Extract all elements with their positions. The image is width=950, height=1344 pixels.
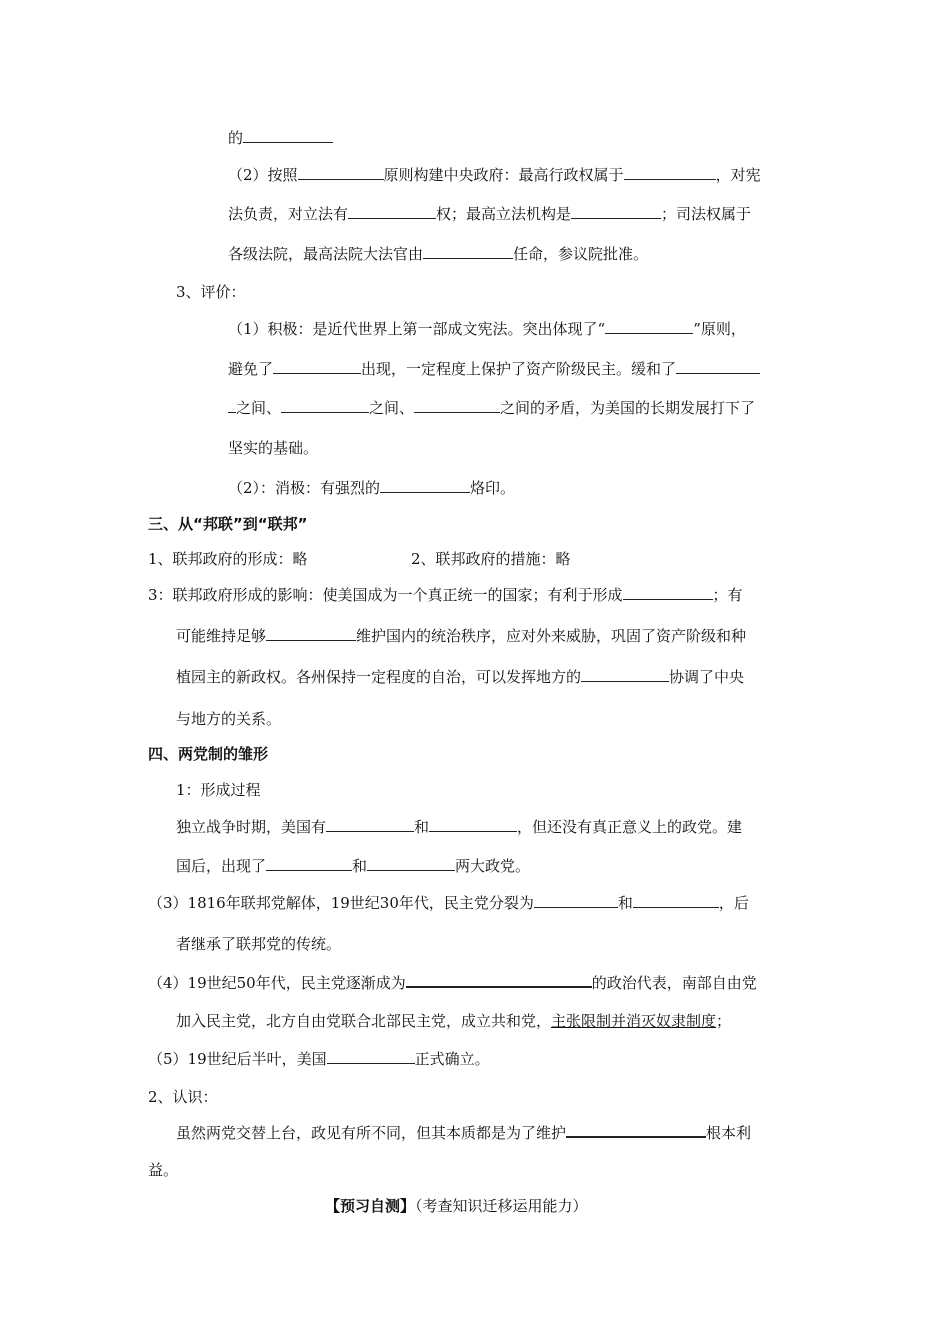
text: 坚实的基础。 [228, 439, 319, 457]
fill-blank [624, 165, 716, 180]
text: 之间、 [369, 399, 415, 417]
text-line [148, 1049, 490, 1069]
fill-blank [348, 204, 436, 219]
text-line [228, 244, 648, 264]
text-line [228, 204, 751, 224]
text-line [228, 478, 515, 498]
fill-blank [605, 319, 693, 334]
text-line [176, 667, 744, 687]
text: 权；最高立法机构是 [436, 205, 572, 223]
text: 与地方的关系。 [176, 710, 282, 728]
text: ； [716, 1012, 732, 1030]
fill-blank [406, 972, 592, 988]
text: 独立战争时期，美国有 [176, 818, 327, 836]
text: ，但还没有真正意义上的政党。建 [517, 818, 743, 836]
text: ；有 [712, 586, 743, 604]
underlined-text: 主张限制并消灭奴隶制度 [551, 1012, 717, 1030]
text-line [176, 817, 742, 837]
text: 3：联邦政府形成的影响：使美国成为一个真正统一的国家；有利于形成 [148, 586, 623, 604]
fill-blank [266, 856, 352, 871]
fill-blank [534, 893, 618, 908]
text: ，对宪 [715, 166, 761, 184]
text-line [176, 626, 746, 646]
text: 烙印。 [470, 479, 516, 497]
text: 之间、 [236, 399, 282, 417]
text-line [148, 1160, 178, 1180]
text: 加入民主党，北方自由党联合北部民主党，成立共和党， [176, 1012, 552, 1030]
text: （4）19世纪50年代，民主党逐渐成为 [148, 974, 406, 992]
text-line [228, 128, 333, 148]
preview-test-note: （考查知识迁移运用能力） [415, 1197, 588, 1215]
text-line [176, 1122, 751, 1143]
text: 国后，出现了 [176, 857, 267, 875]
text-line [228, 438, 318, 458]
text: ，后 [718, 894, 749, 912]
text-line [176, 1011, 731, 1031]
text: （2）按照 [228, 166, 298, 184]
text: （2）：消极：有强烈的 [228, 479, 381, 497]
fill-blank [429, 817, 517, 832]
text: 2、认识： [148, 1088, 218, 1106]
text: （3）1816年联邦党解体，19世纪30年代，民主党分裂为 [148, 894, 534, 912]
text: 植园主的新政权。各州保持一定程度的自治，可以发挥地方的 [176, 668, 582, 686]
section-heading: 三、从“邦联”到“联邦” [148, 515, 308, 533]
text: 法负责，对立法有 [228, 205, 349, 223]
section-heading: 四、两党制的雏形 [148, 745, 269, 763]
preview-test-label: 【预习自测】 [325, 1197, 416, 1215]
text-line [228, 165, 761, 185]
text-line [176, 709, 281, 729]
text: 任命，参议院批准。 [513, 245, 649, 263]
text: 者继承了联邦党的传统。 [176, 935, 342, 953]
text: 协调了中央 [669, 668, 745, 686]
fill-blank [676, 359, 760, 374]
fill-blank [298, 165, 384, 180]
text-line [176, 856, 530, 876]
fill-blank [228, 398, 236, 413]
text-line [148, 972, 757, 993]
text: 和 [414, 818, 430, 836]
text-line [148, 585, 743, 605]
text: 的政治代表，南部自由党 [591, 974, 757, 992]
fill-blank [243, 128, 333, 143]
text-line [176, 282, 246, 302]
fill-blank [273, 359, 361, 374]
fill-blank [623, 585, 713, 600]
fill-blank [266, 626, 356, 641]
text-line [228, 319, 746, 339]
text-line [148, 893, 749, 913]
text: 避免了 [228, 360, 274, 378]
text: 各级法院，最高法院大法官由 [228, 245, 424, 263]
text: 2、联邦政府的措施：略 [411, 550, 571, 568]
text: 正式确立。 [414, 1050, 490, 1068]
text-line [228, 359, 760, 379]
fill-blank [423, 244, 513, 259]
text: 虽然两党交替上台，政见有所不同，但其本质都是为了维护 [176, 1124, 567, 1142]
fill-blank [327, 1049, 415, 1064]
text: 1、联邦政府的形成：略 [148, 550, 308, 568]
text: ；司法权属于 [661, 205, 752, 223]
fill-blank [414, 398, 500, 413]
text: 两大政党。 [455, 857, 531, 875]
text: （5）19世纪后半叶，美国 [148, 1050, 327, 1068]
text: 维护国内的统治秩序，应对外来威胁，巩固了资产阶级和种 [356, 627, 747, 645]
text-line [176, 934, 341, 954]
fill-blank [633, 893, 719, 908]
text: 益。 [148, 1161, 179, 1179]
fill-blank [571, 204, 661, 219]
footer-heading [325, 1196, 588, 1216]
fill-blank [326, 817, 414, 832]
text: 的 [228, 129, 244, 147]
text-line [176, 780, 261, 800]
fill-blank [281, 398, 369, 413]
text: ”原则， [693, 320, 746, 338]
text: 和 [617, 894, 633, 912]
text: 根本利 [706, 1124, 752, 1142]
fill-blank [581, 667, 669, 682]
text: 3、评价： [176, 283, 246, 301]
fill-blank [380, 478, 470, 493]
text: 和 [352, 857, 368, 875]
text: （1）积极：是近代世界上第一部成文宪法。突出体现了“ [228, 320, 606, 338]
text: 出现，一定程度上保护了资产阶级民主。缓和了 [361, 360, 677, 378]
text-line [228, 398, 755, 418]
fill-blank [566, 1122, 706, 1138]
text-line [148, 549, 571, 569]
text: 可能维持足够 [176, 627, 267, 645]
text-line [148, 1087, 218, 1107]
text: 原则构建中央政府：最高行政权属于 [383, 166, 624, 184]
fill-blank [367, 856, 455, 871]
text: 之间的矛盾，为美国的长期发展打下了 [500, 399, 756, 417]
text: 1：形成过程 [176, 781, 261, 799]
